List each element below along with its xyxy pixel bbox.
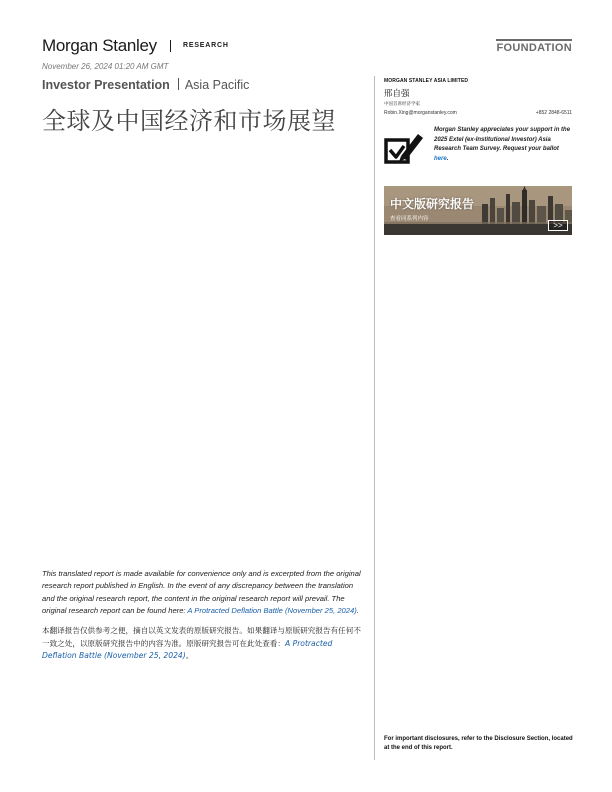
report-title: 全球及中国经济和市场展望 [42,107,336,135]
analyst-role: 中国首席经济学家 [384,102,420,107]
banner-subtitle: 查看同系列内容 [390,216,429,222]
survey-message: Morgan Stanley appreciates your support in the 2025 Extel (ex-Institutional Investor) Asia Research Team Survey. Request your ballot [434,127,571,152]
sidebar [384,78,572,235]
chinese-report-banner[interactable] [384,186,572,235]
english-note [42,568,362,617]
header [42,36,572,60]
analyst-name: 邢自强 [384,89,410,99]
translation-notes [42,568,362,663]
chinese-note-text: 本翻译报告仅供参考之便，摘自以英文发表的原版研究报告。如果翻译与原版研究报告有任何不一致之处，以原版研究报告中的内容为准。原版研究报告可在此处查看： [42,626,361,648]
english-original-report-link[interactable]: A Protracted Deflation Battle (November 25, 2024) [187,605,357,615]
doc-type-separator [178,78,179,90]
column-divider [374,76,375,760]
document-type [42,78,249,92]
survey-callout [384,126,572,176]
publish-date: November 26, 2024 01:20 AM GMT [42,62,169,71]
research-label: RESEARCH [183,42,229,49]
brand-logo: Morgan Stanley [42,36,157,55]
analyst-organization: MORGAN STANLEY ASIA LIMITED [384,78,469,84]
chinese-note-end: 。 [185,651,194,661]
chinese-note [42,625,362,663]
english-note-text: This translated report is made available for convenience only and is excerpted from the original research report published in English. In the event of any discrepancy between the translation and the original research report, the content in the original research report will prevail. The original research report can be found here: [42,569,361,615]
chinese-original-report-link[interactable]: A Protracted Deflation Battle (November 25, 2024) [42,638,333,661]
doc-type-label: Investor Presentation [42,78,170,92]
disclosure-note: For important disclosures, refer to the Disclosure Section, located at the end of this report. [384,736,573,751]
survey-end: . [446,155,449,162]
checkbox-pen-icon [384,128,426,168]
analyst-phone: +852 2848-6511 [535,110,572,116]
foundation-label: FOUNDATION [496,39,572,54]
english-note-end: . [356,605,359,615]
analyst-contact [384,110,572,118]
banner-title: 中文版研究报告 [390,197,475,211]
brand-separator [170,40,171,52]
survey-ballot-link[interactable]: here [434,155,447,162]
survey-text [434,126,572,164]
analyst-email-link[interactable]: Robin.Xing@morganstanley.com [384,110,457,116]
double-chevron-right-icon[interactable]: >> [548,220,568,231]
region-label: Asia Pacific [184,78,250,92]
